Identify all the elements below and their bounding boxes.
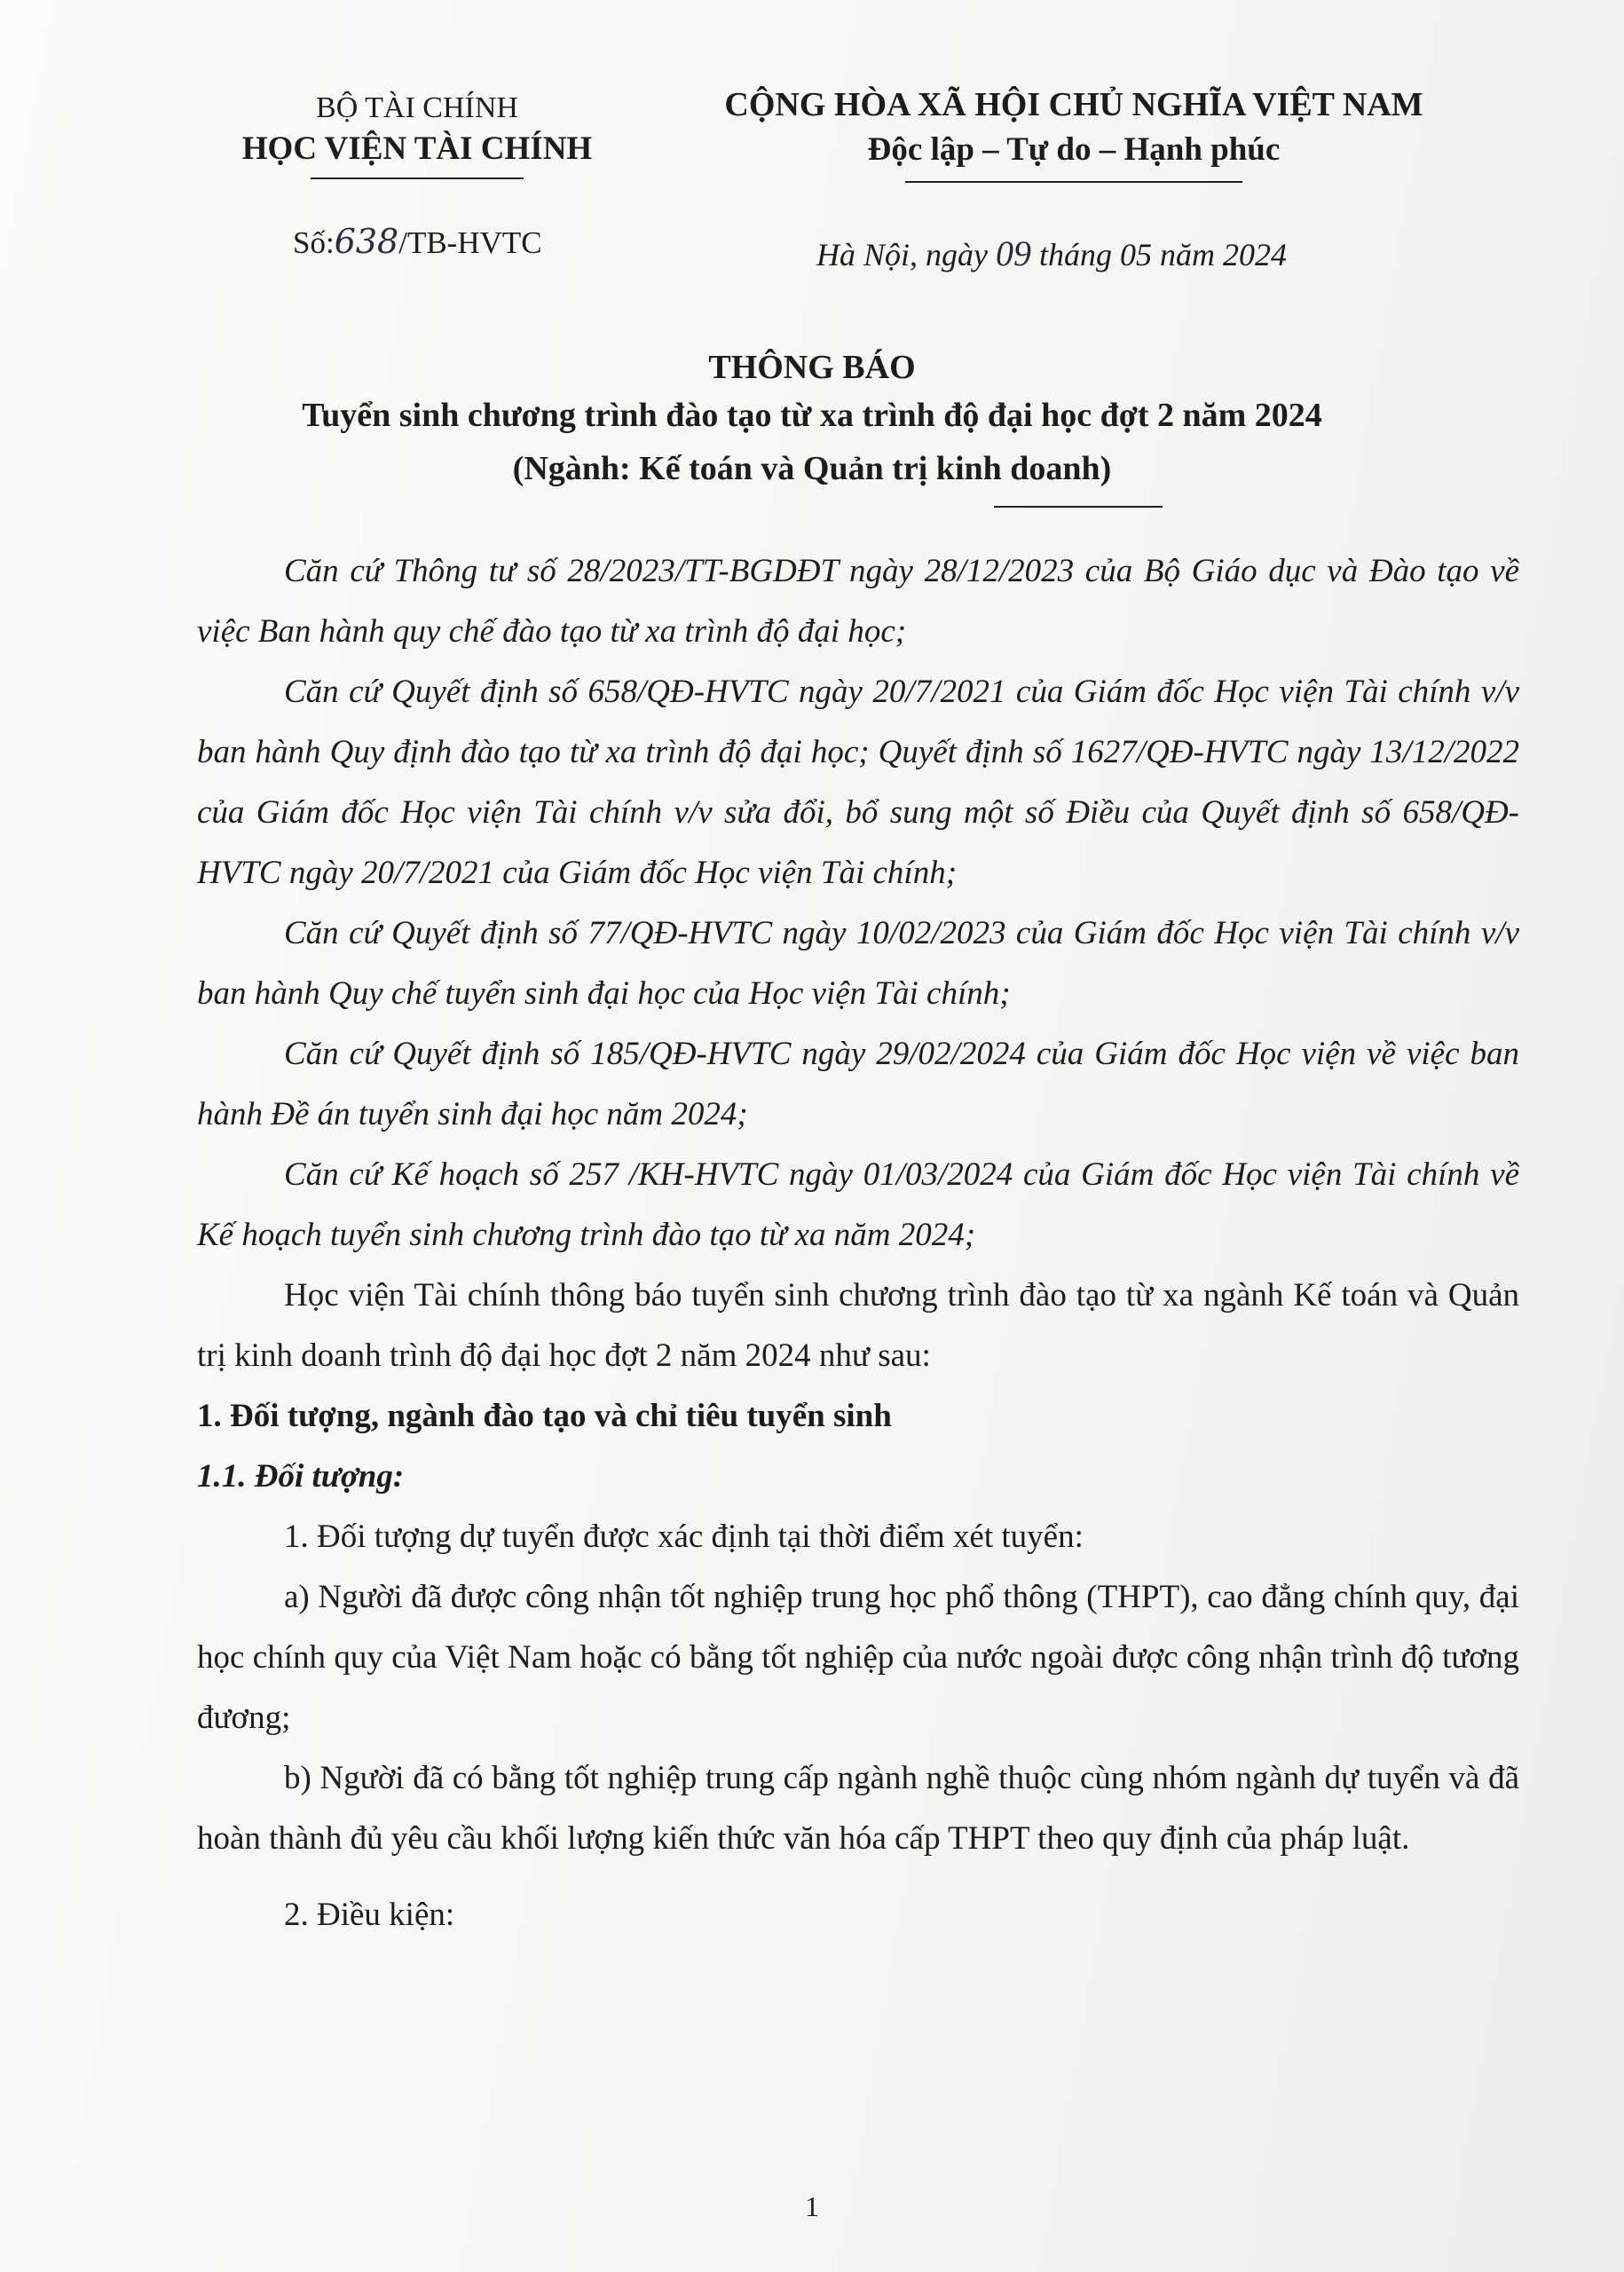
basis-5: Căn cứ Kế hoạch số 257 /KH-HVTC ngày 01/03/2024 của Giám đốc Học viện Tài chính về Kế hoạch tuyển sinh chương trình đào tạo từ xa năm 2024; — [197, 1156, 1519, 1253]
item-1: 1. Đối tượng dự tuyển được xác định tại thời điểm xét tuyển: — [284, 1519, 1084, 1555]
doc-title: THÔNG BÁO — [708, 349, 916, 386]
doc-number-suffix: /TB-HVTC — [398, 225, 542, 260]
basis-1: Căn cứ Thông tư số 28/2023/TT-BGDĐT ngày 28/12/2023 của Bộ Giáo dục và Đào tạo về việc Ban hành quy chế đào tạo từ xa trình độ đại học; — [197, 553, 1519, 650]
page-number: 1 — [805, 2190, 819, 2222]
doc-number-prefix: Số: — [293, 225, 335, 260]
national-header — [674, 82, 1473, 183]
basis-2: Căn cứ Quyết định số 658/QĐ-HVTC ngày 20/7/2021 của Giám đốc Học viện Tài chính v/v ban hành Quy định đào tạo từ xa trình độ đại học; Quyết định số 1627/QĐ-HVTC ngày 13/12/2022 của Giám đốc Học viện Tài chính v/v sửa đổi, bổ sung một số Điều của Quyết định số 658/QĐ-HVTC ngày 20/7/2021 của Giám đốc Học viện Tài chính; — [197, 674, 1519, 891]
date-prefix: Hà Nội, ngày — [816, 237, 996, 272]
basis-3: Căn cứ Quyết định số 77/QĐ-HVTC ngày 10/02/2023 của Giám đốc Học viện Tài chính v/v ban hành Quy chế tuyển sinh đại học của Học viện Tài chính; — [197, 915, 1519, 1012]
issue-date — [816, 233, 1287, 274]
title-underline — [994, 506, 1163, 508]
issuer-block — [213, 89, 621, 179]
republic-name: CỘNG HÒA XÃ HỘI CHỦ NGHĨA VIỆT NAM — [724, 86, 1423, 123]
item-2: 2. Điều kiện: — [284, 1897, 455, 1933]
legal-bases — [197, 541, 1519, 1945]
doc-field: (Ngành: Kế toán và Quản trị kinh doanh) — [512, 450, 1112, 487]
ministry-name: BỘ TÀI CHÍNH — [316, 91, 518, 124]
doc-subtitle: Tuyển sinh chương trình đào tạo từ xa trình độ đại học đợt 2 năm 2024 — [302, 397, 1322, 434]
item-a: a) Người đã được công nhận tốt nghiệp trung học phổ thông (THPT), cao đẳng chính quy, đại học chính quy của Việt Nam hoặc có bằng tốt nghiệp của nước ngoài được công nhận trình độ tương đương; — [197, 1579, 1519, 1736]
basis-4: Căn cứ Quyết định số 185/QĐ-HVTC ngày 29/02/2024 của Giám đốc Học viện về việc ban hành Đề án tuyển sinh đại học năm 2024; — [197, 1036, 1519, 1132]
issuer-underline — [311, 178, 524, 179]
section-1-heading: 1. Đối tượng, ngành đào tạo và chỉ tiêu tuyển sinh — [197, 1398, 892, 1434]
section-1-1-heading: 1.1. Đối tượng: — [197, 1458, 405, 1495]
national-motto: Độc lập – Tự do – Hạnh phúc — [867, 131, 1281, 168]
date-day-handwritten: 09 — [996, 233, 1031, 273]
date-suffix: tháng 05 năm 2024 — [1031, 237, 1287, 272]
doc-number-handwritten: 638 — [334, 222, 399, 261]
institute-name: HỌC VIỆN TÀI CHÍNH — [241, 130, 593, 167]
intro-paragraph: Học viện Tài chính thông báo tuyển sinh chương trình đào tạo từ xa ngành Kế toán và Quản trị kinh doanh trình độ đại học đợt 2 năm 2024 như sau: — [197, 1277, 1519, 1374]
item-b: b) Người đã có bằng tốt nghiệp trung cấp ngành nghề thuộc cùng nhóm ngành dự tuyển và đã hoàn thành đủ yêu cầu khối lượng kiến thức văn hóa cấp THPT theo quy định của pháp luật. — [197, 1760, 1519, 1857]
document-number — [293, 222, 542, 261]
motto-underline — [905, 181, 1242, 183]
